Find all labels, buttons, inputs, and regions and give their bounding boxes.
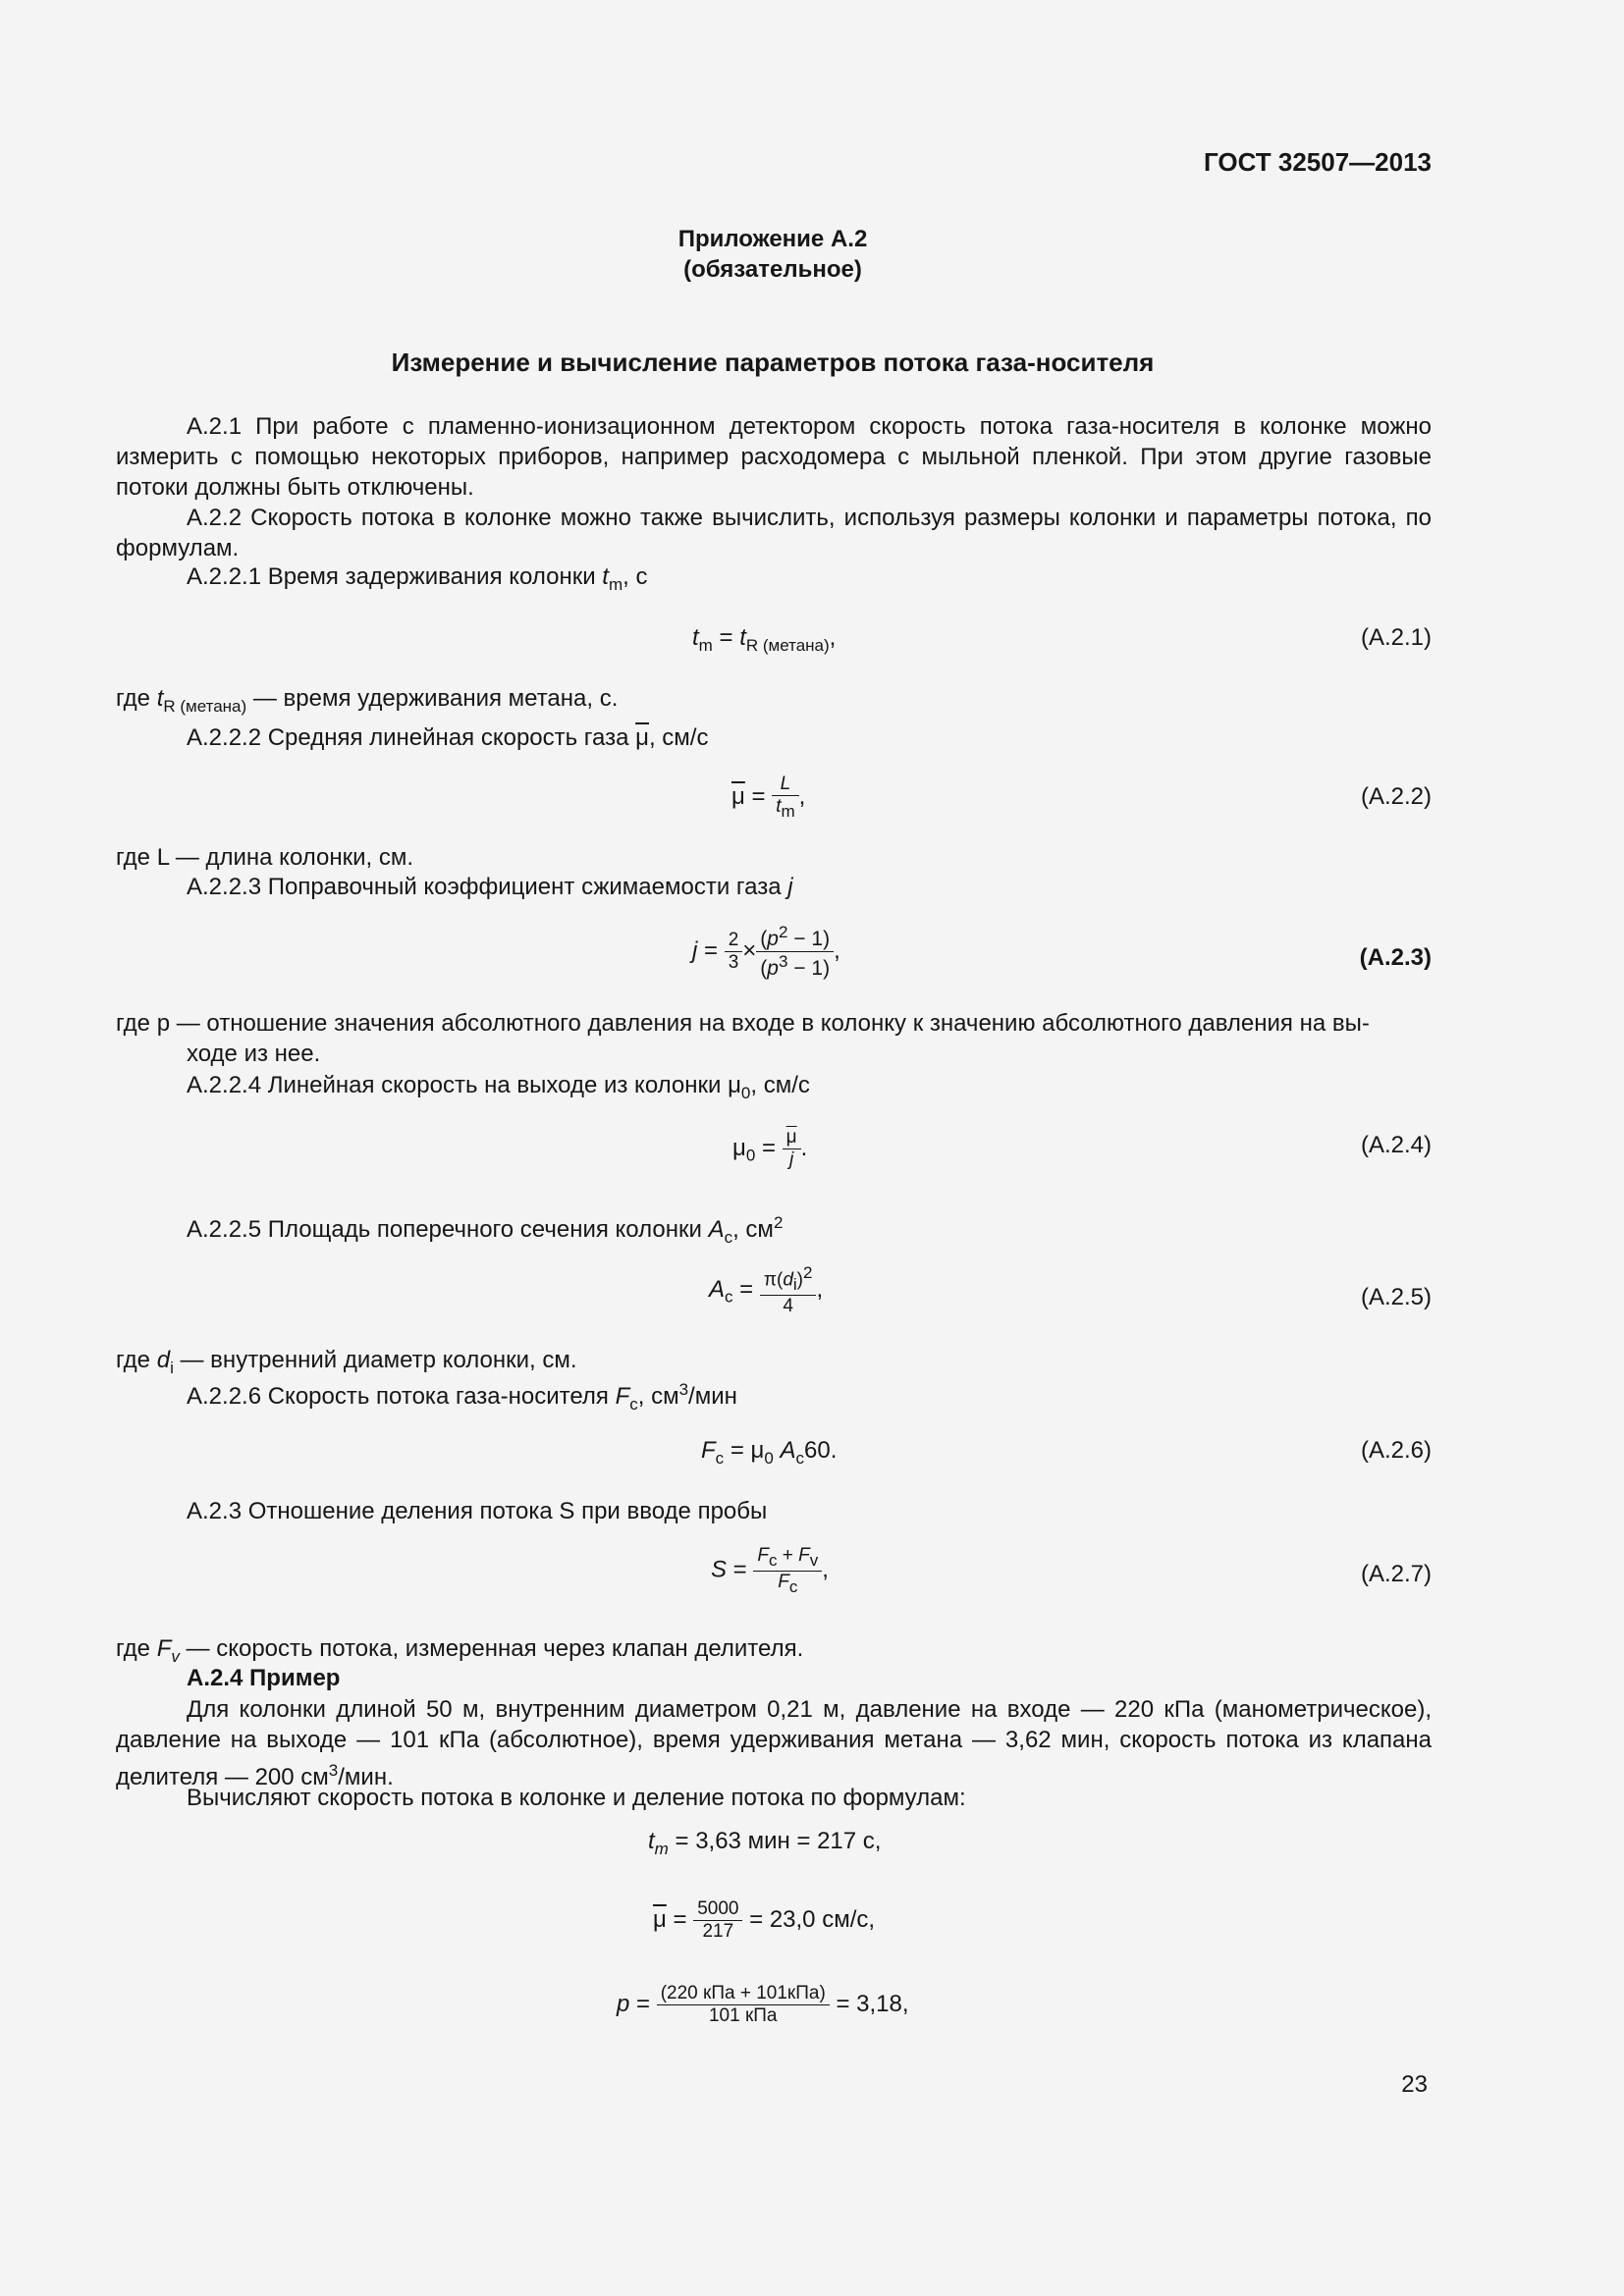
- calc3-num: (220 кПа + 101кПа): [657, 1983, 830, 2005]
- eq7-num-f1: F: [757, 1545, 769, 1566]
- a226-sub-c: c: [629, 1394, 638, 1414]
- eq4-mu: μ: [732, 1134, 746, 1161]
- where-tr-post: — время удерживания метана, с.: [252, 685, 619, 712]
- where-d-text: — внутренний диаметр колонки, см.: [180, 1347, 577, 1373]
- a224-text: А.2.2.4 Линейная скорость на выходе из колонки: [187, 1072, 722, 1098]
- a226-symbol-f: F: [615, 1383, 630, 1410]
- eq4-sub-0: 0: [745, 1146, 756, 1165]
- a226-unit: , см: [637, 1383, 679, 1410]
- equation-a22: $\overline{\mu}$ = $\frac{L}{t_m}$ ,: [731, 774, 806, 821]
- eq7-den-f: F: [778, 1571, 789, 1592]
- example-text-end: /мин.: [338, 1764, 394, 1790]
- eq3-j: j: [692, 936, 698, 964]
- equation-number-a24: (А.2.4): [1360, 1132, 1432, 1158]
- eq2-mu: $\overline{\mu}$: [731, 782, 745, 810]
- eq6-f: F: [701, 1437, 716, 1464]
- example-text-body: Для колонки длиной 50 м, внутренним диаметром 0,21 м, давление на входе — 220 кПа (манометрическое), давление на выходе — 101 кПа (абсолютное), время удерживания метана — 3,62 мин, скорость потока из клапана делителя — 200 см: [116, 1696, 1432, 1790]
- paragraph-a224: [116, 1070, 810, 1108]
- eq5-sub-c: c: [725, 1287, 733, 1307]
- calc2-fraction: [693, 1898, 742, 1943]
- where-fv-text: — скорость потока, измеренная через клапан делителя.: [186, 1635, 804, 1662]
- example-text-exp: 3: [328, 1761, 339, 1780]
- a225-text: А.2.2.5 Площадь поперечного сечения колонки: [187, 1216, 702, 1243]
- where-fv-sub: v: [171, 1646, 180, 1666]
- eq5-a: A: [709, 1275, 726, 1303]
- equation-number-a27: (А.2.7): [1360, 1561, 1432, 1587]
- eq3-den-exp: 3: [778, 952, 788, 971]
- eq7-fraction: $\frac{F_c + F_v}{F_c}$: [753, 1545, 822, 1597]
- calc1-rhs: = 3,63 мин = 217 с,: [668, 1828, 882, 1854]
- where-fv-symbol: F: [156, 1635, 172, 1662]
- example-title: А.2.4 Пример: [187, 1665, 341, 1691]
- a226-unit2: /мин: [688, 1383, 737, 1410]
- eq6-a: A: [780, 1437, 796, 1464]
- a221-text: А.2.2.1 Время задерживания колонки: [187, 563, 596, 590]
- eq5-num-d: d: [783, 1269, 793, 1291]
- paragraph-a23: А.2.3 Отношение деления потока S при вводе пробы: [187, 1498, 768, 1524]
- a221-unit: , с: [623, 563, 648, 590]
- eq5-num-pi: π: [763, 1269, 777, 1291]
- calc3-p: p: [617, 1990, 630, 2017]
- where-d-sub: i: [170, 1358, 174, 1377]
- calc-p: p = $\frac{\text{(220 кПа + 101кПа)}}{\text{101 кПа}}$ = 3,18,: [617, 1983, 909, 2026]
- a225-unit-exp: 2: [773, 1213, 784, 1232]
- paragraph-a226: [116, 1374, 737, 1419]
- eq7-den-sub-c: c: [788, 1576, 798, 1596]
- eq7-num-f2: F: [798, 1545, 810, 1566]
- section-title: Измерение и вычисление параметров потока газа-носителя: [391, 347, 1155, 377]
- a225-sub-c: c: [724, 1227, 733, 1247]
- eq5-den: 4: [783, 1296, 793, 1317]
- eq2-den-m: m: [781, 801, 795, 821]
- equation-number-a26: (А.2.6): [1360, 1437, 1432, 1464]
- calc2-den: 217: [702, 1921, 734, 1942]
- eq2-fraction: [772, 774, 798, 822]
- appendix-status: (обязательное): [683, 256, 862, 283]
- calc-mu: $\overline{\mu}$ = $\frac{5000}{217}$ = 23,0 см/с,: [653, 1898, 876, 1942]
- example-text: [116, 1694, 1432, 1792]
- a226-unit-exp: 3: [678, 1380, 689, 1399]
- calc-intro: Вычисляют скорость потока в колонке и деление потока по формулам:: [187, 1785, 966, 1811]
- a222-unit: , см/с: [648, 724, 709, 751]
- calc1-sub-m: m: [654, 1839, 669, 1858]
- appendix-title: Приложение А.2: [677, 226, 868, 252]
- a222-symbol-mu: $\overline{\mu}$: [635, 724, 649, 751]
- calc2-mu: $\overline{\mu}$: [653, 1905, 667, 1933]
- equation-a23: j = $\frac{2}{3}$ × $\frac{(p^2 - 1)}{(p^3 - 1)}$ ,: [692, 923, 840, 980]
- eq4-num-mu: $\overline{\mu}$: [783, 1127, 801, 1149]
- a224-sub-0: 0: [740, 1083, 751, 1102]
- page-number: 23: [1401, 2071, 1428, 2098]
- calc3-den: 101 кПа: [708, 2005, 778, 2026]
- a224-symbol-mu: μ: [728, 1072, 741, 1098]
- where-tr-pre: где: [116, 685, 151, 712]
- eq6-mu: μ: [750, 1437, 765, 1464]
- a224-unit: , см/с: [750, 1072, 810, 1098]
- eq2-num-l: L: [780, 774, 791, 794]
- eq3-den-p: p: [767, 957, 779, 980]
- eq3-coef-den: 3: [728, 952, 739, 973]
- a226-text: А.2.2.6 Скорость потока газа-носителя: [187, 1383, 609, 1410]
- eq6-sixty: 60.: [804, 1437, 838, 1464]
- document-code: ГОСТ 32507—2013: [1204, 147, 1432, 177]
- eq4-fraction: [783, 1127, 801, 1171]
- eq3-num-p: p: [767, 928, 779, 950]
- where-l: где L — длина колонки, см.: [116, 844, 414, 871]
- where-d-symbol: d: [156, 1347, 171, 1373]
- paragraph-a225: [116, 1207, 783, 1253]
- equation-number-a22: (А.2.2): [1360, 783, 1432, 810]
- eq6-sub-c2: c: [795, 1448, 805, 1468]
- equation-number-a25: (А.2.5): [1360, 1284, 1432, 1310]
- calc3-rhs: = 3,18,: [829, 1990, 909, 2017]
- eq2-den-t: t: [776, 796, 782, 817]
- eq5-num-sub-i: i: [792, 1275, 797, 1295]
- eq3-fraction-coef: [725, 930, 743, 974]
- eq1-t2: t: [739, 624, 746, 651]
- eq1-sub-r: R (метана): [745, 635, 830, 655]
- paragraph-a223: [116, 872, 793, 902]
- eq5-num-exp: 2: [803, 1263, 813, 1282]
- where-tr-t: t: [156, 685, 164, 712]
- paragraph-a221: [116, 561, 647, 600]
- a222-text: А.2.2.2 Средняя линейная скорость газа: [187, 724, 629, 751]
- a223-symbol-j: j: [787, 874, 793, 900]
- eq3-coef-num: 2: [725, 930, 743, 952]
- equation-number-a21: (А.2.1): [1360, 624, 1432, 651]
- eq1-equals: =: [719, 624, 733, 651]
- calc3-fraction: [657, 1983, 830, 2027]
- a221-symbol-sub-m: m: [608, 574, 623, 594]
- eq6-sub-0: 0: [764, 1448, 774, 1468]
- where-p-line2: ходе из нее.: [187, 1041, 321, 1067]
- calc2-num: 5000: [693, 1898, 742, 1921]
- a223-text: А.2.2.3 Поправочный коэффициент сжимаемости газа: [187, 874, 782, 900]
- eq1-t: t: [692, 624, 699, 651]
- paragraph-a222: [116, 722, 708, 753]
- equation-a26: $F_c = \mu_0$ $A_c60$.: [701, 1437, 838, 1468]
- eq3-fraction-main: $\frac{(p^2 - 1)}{(p^3 - 1)}$: [756, 923, 834, 981]
- a225-unit: , см: [732, 1216, 774, 1243]
- eq6-sub-c: c: [715, 1448, 725, 1468]
- eq3-num-exp: 2: [778, 923, 788, 941]
- equation-a24: $\mu_0$ = $\frac{\overline{\mu}}{j}$ .: [732, 1127, 808, 1170]
- where-tr: [116, 683, 618, 721]
- eq7-s: S: [711, 1556, 728, 1583]
- equation-number-a23: (А.2.3): [1359, 944, 1432, 971]
- paragraph-a22: А.2.2 Скорость потока в колонке можно также вычислить, используя размеры колонки и параметры потока, по формулам.: [116, 505, 1432, 561]
- where-tr-sub: R (метана): [163, 696, 247, 716]
- eq7-num-sub-c: c: [768, 1550, 778, 1570]
- where-fv: где $F_v$ — скорость потока, измеренная через клапан делителя.: [116, 1635, 804, 1666]
- where-p-line1: где p — отношение значения абсолютного давления на входе в колонку к значению абсолютного давления на вы-: [116, 1010, 1370, 1037]
- equation-a27: S = $\frac{F_c + F_v}{F_c}$ ,: [711, 1545, 829, 1596]
- paragraph-a21: А.2.1 При работе с пламенно-ионизационном детектором скорость потока газа-носителя в колонке можно измерить с помощью некоторых приборов, например расходомера с мыльной пленкой. При этом другие газовые потоки должны быть отключены.: [116, 413, 1432, 501]
- calc1-t: t: [648, 1828, 655, 1854]
- eq5-fraction: $\frac{\pi(d_i)^2}{4}$: [760, 1263, 817, 1317]
- equation-a21: $t_m = t_{R (метана)}$,: [692, 624, 837, 655]
- eq1-sub-m: m: [698, 635, 713, 655]
- a225-symbol-a: A: [708, 1216, 725, 1243]
- calc-tm: [648, 1828, 881, 1859]
- eq4-den-j: j: [789, 1149, 794, 1170]
- a221-symbol-t: t: [602, 563, 609, 590]
- where-d: где $d_i$ — внутренний диаметр колонки, см.: [116, 1347, 577, 1377]
- equation-a25: $A_c$ = $\frac{\pi(d_i)^2}{4}$ ,: [709, 1263, 824, 1317]
- eq7-num-sub-v: v: [809, 1550, 819, 1570]
- calc2-rhs: = 23,0 см/с,: [742, 1905, 876, 1933]
